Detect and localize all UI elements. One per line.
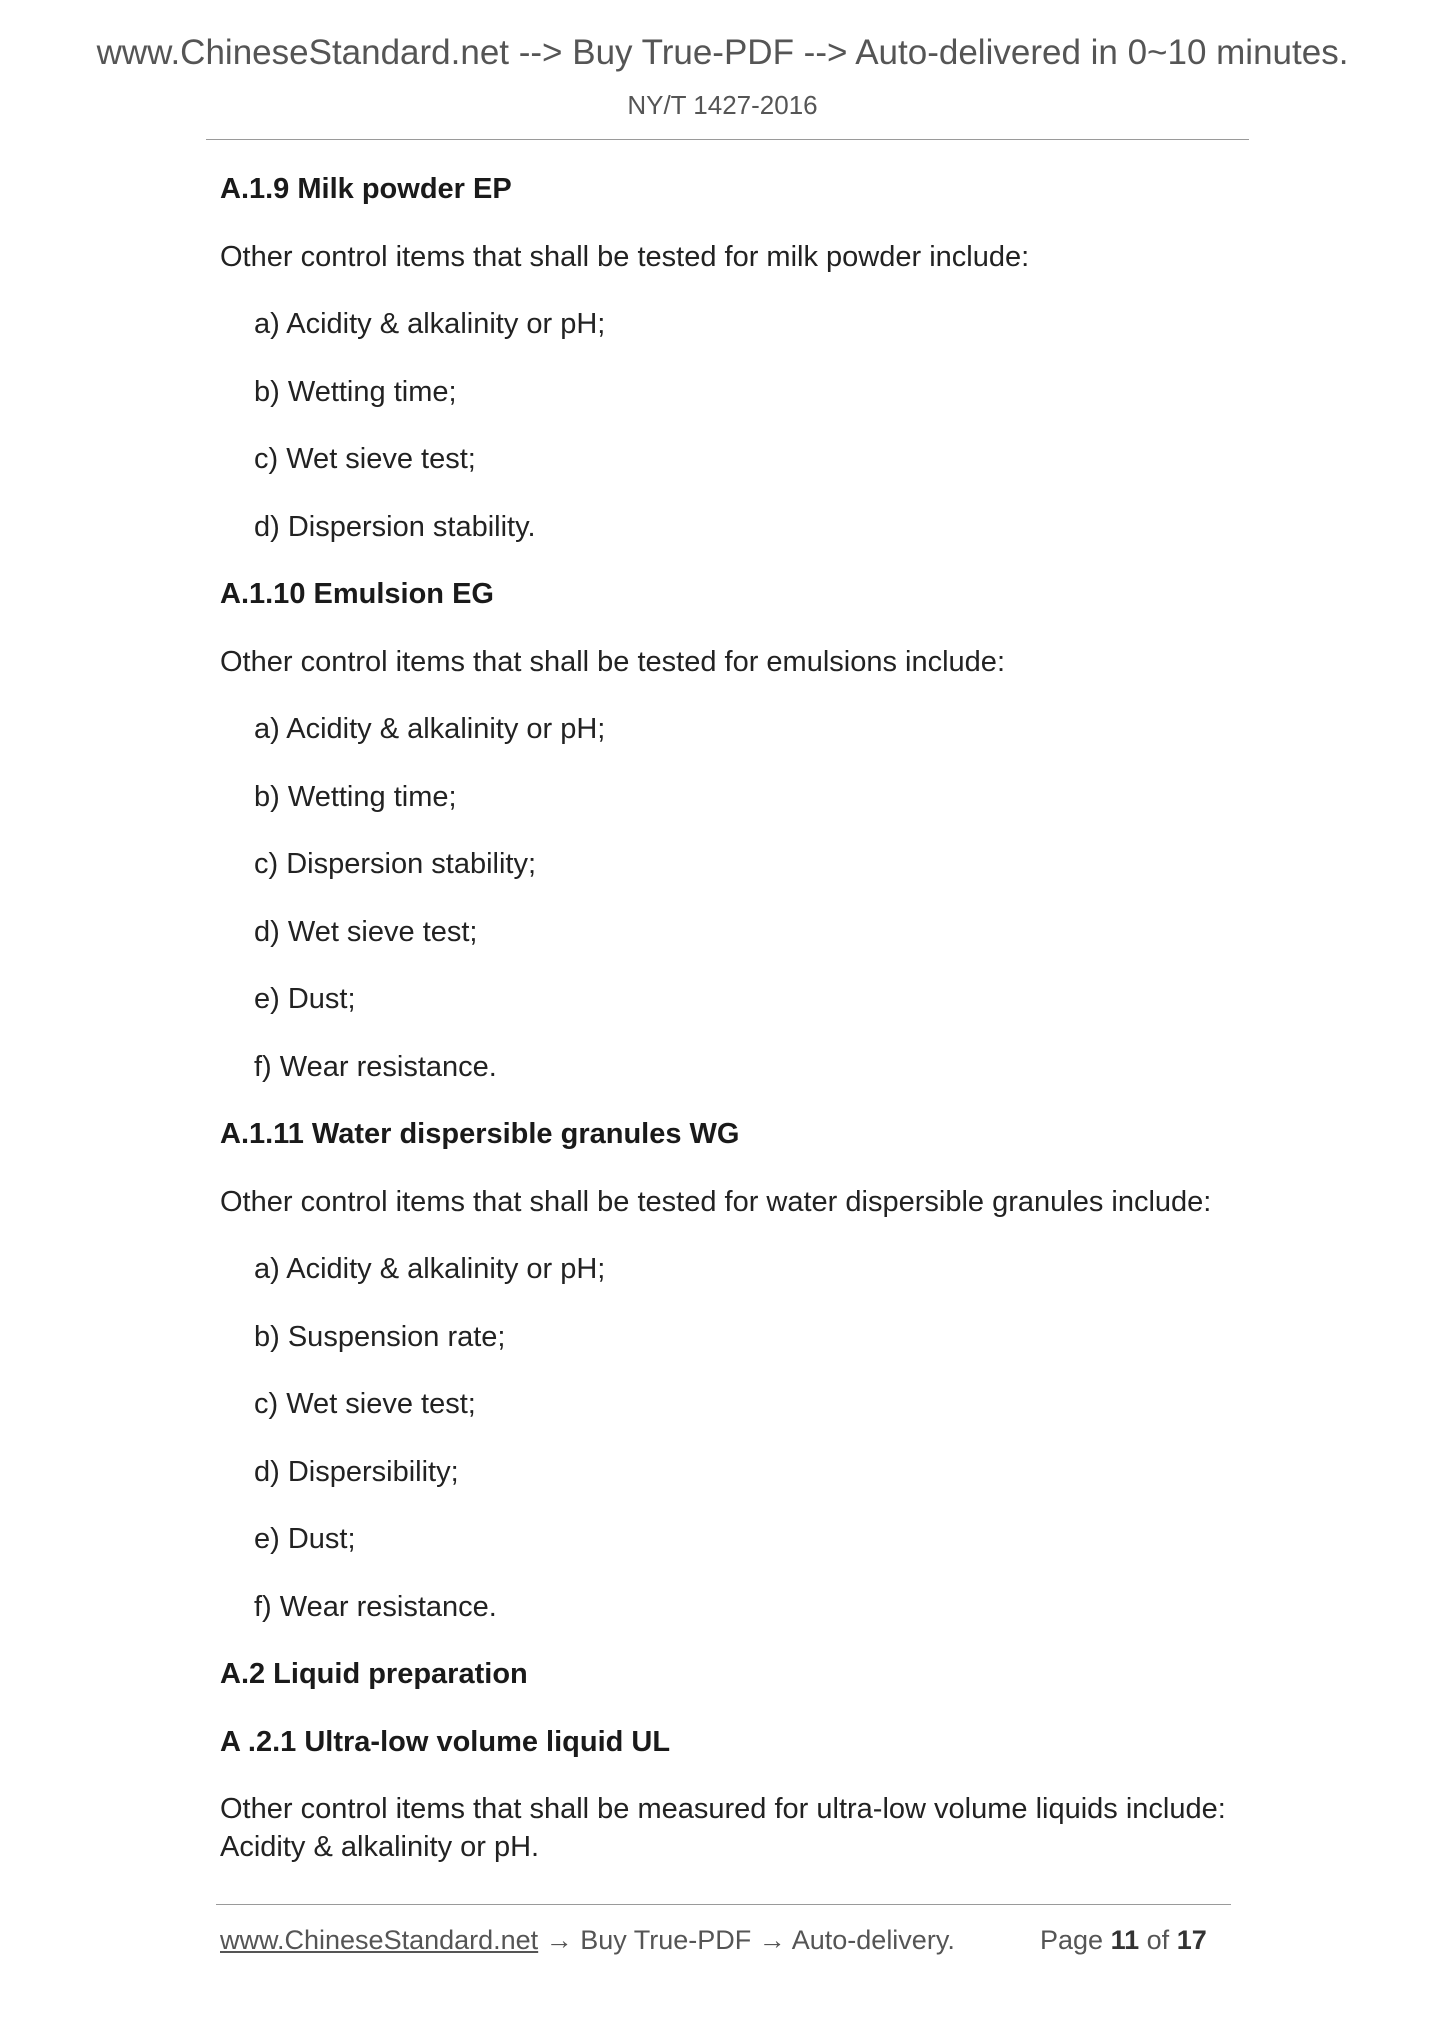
section-intro: Other control items that shall be tested for emulsions include:: [220, 646, 1005, 678]
section-heading: A.1.9 Milk powder EP: [220, 173, 512, 205]
section-intro: Other control items that shall be tested for milk powder include:: [220, 241, 1030, 273]
list-item: c) Dispersion stability;: [254, 848, 537, 880]
header-divider: [206, 139, 1249, 140]
standard-number: NY/T 1427-2016: [627, 90, 818, 120]
list-item: d) Dispersion stability.: [254, 511, 536, 543]
list-item: f) Wear resistance.: [254, 1591, 497, 1623]
list-item: d) Wet sieve test;: [254, 916, 478, 948]
section-intro: Other control items that shall be measured for ultra-low volume liquids include:: [220, 1793, 1226, 1825]
list-item: e) Dust;: [254, 1523, 356, 1555]
section-heading: A .2.1 Ultra-low volume liquid UL: [220, 1726, 671, 1758]
footer-left: [220, 1925, 955, 1956]
list-item: e) Dust;: [254, 983, 356, 1015]
list-item: f) Wear resistance.: [254, 1051, 497, 1083]
list-item: c) Wet sieve test;: [254, 1388, 476, 1420]
list-item: b) Wetting time;: [254, 781, 457, 813]
footer-site-link[interactable]: www.ChineseStandard.net: [220, 1925, 539, 1955]
section-heading: A.1.10 Emulsion EG: [220, 578, 494, 610]
page-number: [1040, 1925, 1207, 1956]
list-item: a) Acidity & alkalinity or pH;: [254, 308, 606, 340]
list-item: a) Acidity & alkalinity or pH;: [254, 1253, 606, 1285]
section-heading: A.1.11 Water dispersible granules WG: [220, 1118, 740, 1150]
header-banner: www.ChineseStandard.net --> Buy True-PDF --> Auto-delivered in 0~10 minutes.: [96, 33, 1349, 72]
page-total: 17: [1176, 1925, 1207, 1955]
section-heading: A.2 Liquid preparation: [220, 1658, 528, 1690]
list-item: c) Wet sieve test;: [254, 443, 476, 475]
page-current: 11: [1110, 1925, 1140, 1955]
list-item: a) Acidity & alkalinity or pH;: [254, 713, 606, 745]
list-item: d) Dispersibility;: [254, 1456, 459, 1488]
page-label: Page: [1040, 1925, 1104, 1955]
section-intro: Other control items that shall be tested for water dispersible granules include:: [220, 1186, 1212, 1218]
section-intro-continued: Acidity & alkalinity or pH.: [220, 1831, 540, 1863]
footer-divider: [216, 1904, 1231, 1905]
list-item: b) Wetting time;: [254, 376, 457, 408]
of-label: of: [1146, 1925, 1170, 1955]
list-item: b) Suspension rate;: [254, 1321, 506, 1353]
footer-tagline: → Buy True-PDF → Auto-delivery.: [538, 1925, 955, 1955]
